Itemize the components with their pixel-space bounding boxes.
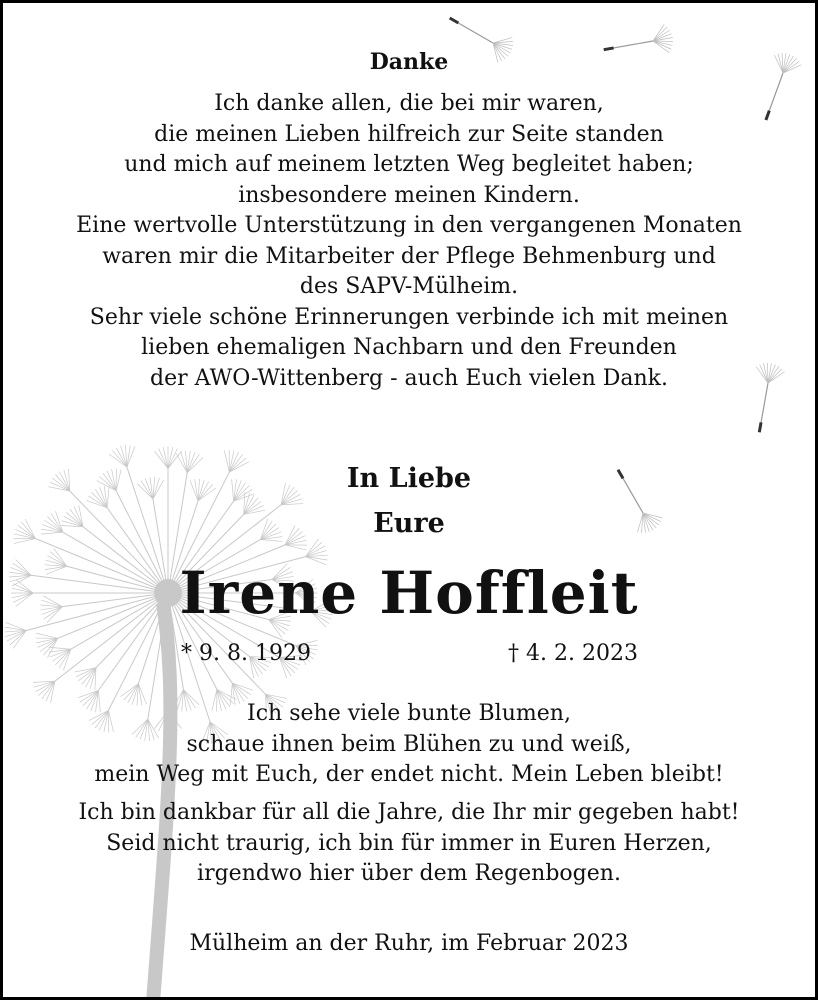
poem-line: Ich sehe viele bunte Blumen, — [247, 701, 571, 726]
seed-pappus — [13, 630, 26, 648]
place-and-date: Mülheim an der Ruhr, im Februar 2023 — [189, 931, 629, 956]
seed-pappus — [36, 681, 55, 691]
thanks-line: Eine wertvolle Unterstützung in den vergangenen Monaten — [76, 213, 742, 238]
thanks-line: des SAPV-Mülheim. — [299, 274, 519, 299]
seed-pappus — [4, 627, 26, 630]
poem-line: schaue ihnen beim Blühen zu und weiß, — [186, 731, 632, 757]
thanks-line: waren mir die Mitarbeiter der Pflege Behmenburg und — [102, 243, 716, 269]
seed-pappus — [7, 630, 26, 641]
seed-pappus — [306, 539, 319, 557]
thanks-line: insbesondere meinen Kindern. — [238, 182, 580, 208]
deceased-name: Irene Hoffleit — [179, 559, 639, 627]
closing-in-love: In Liebe — [346, 463, 472, 494]
seed-pappus — [261, 539, 283, 541]
thanks-line: Ich danke allen, die bei mir waren, — [214, 91, 604, 116]
death-date: † 4. 2. 2023 — [508, 641, 638, 666]
poem-stanza-2 — [3, 798, 815, 890]
thanks-line: die meinen Lieben hilfreich zur Seite standen — [154, 121, 664, 147]
poem-line: irgendwo hier über dem Regenbogen. — [197, 861, 621, 886]
seed-pappus — [92, 492, 108, 507]
seed-pappus — [281, 494, 300, 504]
closing-yours: Eure — [373, 508, 445, 539]
poem-line: mein Weg mit Euch, der endet nicht. Mein Leben bleibt! — [94, 762, 724, 787]
seed-pappus — [121, 684, 139, 697]
thanks-text — [3, 89, 815, 394]
seed-pappus — [36, 633, 57, 638]
poem-line: Seid nicht traurig, ich bin für immer in Euren Herzen, — [106, 830, 712, 856]
seed-pappus — [306, 546, 325, 557]
thanks-heading: Danke — [369, 49, 449, 75]
seed-pappus — [86, 668, 96, 687]
thanks-line: der AWO-Wittenberg - auch Euch vielen Dank. — [150, 365, 668, 391]
birth-date: * 9. 8. 1929 — [181, 641, 311, 666]
seed-pappus — [232, 683, 248, 698]
seed-pappus — [14, 538, 35, 543]
poem-stanza-1 — [3, 699, 815, 791]
poem-line: Ich bin dankbar für all die Jahre, die Ihr mir gegeben habt! — [78, 800, 740, 825]
seed-pappus — [55, 649, 70, 665]
seed-pappus — [285, 545, 306, 550]
thanks-line: lieben ehemaligen Nachbarn und den Freunden — [141, 335, 677, 360]
thanks-line: und mich auf meinem letzten Weg begleitet haben; — [124, 152, 694, 177]
thanks-line: Sehr viele schöne Erinnerungen verbinde ich mit meinen — [89, 304, 729, 330]
